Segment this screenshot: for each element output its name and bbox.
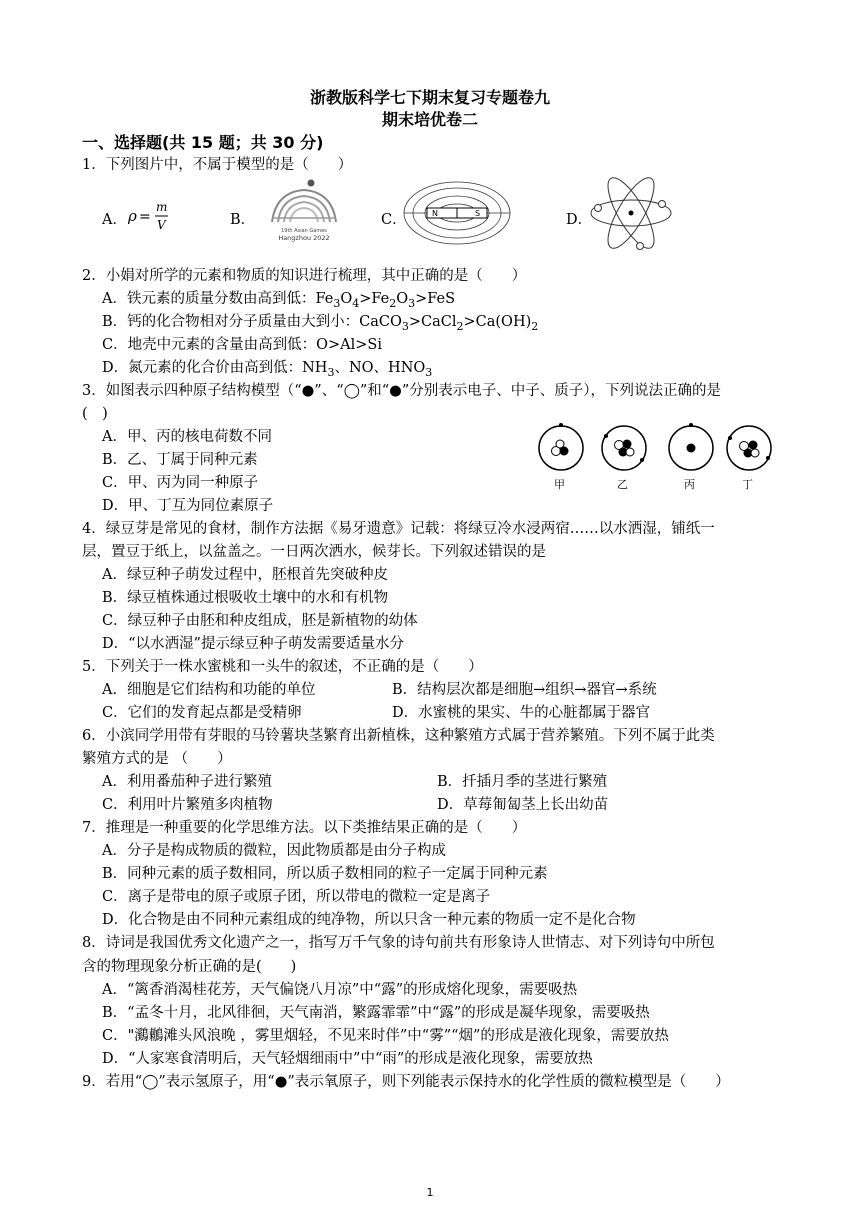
q8-stem: 8．诗词是我国优秀文化遗产之一，指写万千气象的诗句前共有形象诗人世情志、对下列诗句中所包 [82, 935, 715, 951]
atom-model-diagram [588, 174, 674, 252]
q8-option-b: B．“孟冬十月，北风徘徊，天气南消，繁露霏霏”中“露”的形成是凝华现象，需要吸热 [102, 1005, 650, 1021]
atom-label-bing: 丙 [684, 478, 695, 491]
q1-option-a [102, 208, 127, 229]
logo-text-1: 19th Asian Games [281, 228, 327, 234]
density-formula [126, 196, 178, 236]
q3-option-b: B．乙、丁属于同种元素 [102, 452, 258, 468]
atom-label-ding: 丁 [742, 478, 753, 491]
q6-stem: 6．小滨同学用带有芽眼的马铃薯块茎繁育出新植株，这种繁殖方式属于营养繁殖。下列不属于此类 [82, 728, 715, 744]
magnet-n-label: N [432, 209, 438, 218]
q8-option-c: C．"鸂鶒滩头风浪晚 ，雾里烟轻，不见来时伴”中“雾”“烟”的形成是液化现象，需要放热 [102, 1028, 669, 1044]
q3-option-c: C．甲、丙为同一种原子 [102, 475, 259, 491]
q7-option-d: D．化合物是由不同种元素组成的纯净物，所以只含一种元素的物质一定不是化合物 [102, 912, 636, 928]
q7-stem: 7．推理是一种重要的化学思维方法。以下类推结果正确的是（ ） [82, 820, 527, 836]
q4-option-d: D．“以水洒湿”提示绿豆种子萌发需要适量水分 [102, 636, 404, 652]
atom-label-jia: 甲 [554, 478, 565, 491]
q3-stem: 3．如图表示四种原子结构模型（“●”、“◯”和“●”分别表示电子、中子、质子），下列说法正确的是 [82, 383, 721, 399]
atom-label-yi: 乙 [617, 478, 628, 491]
svg-text:ρ: ρ [128, 207, 137, 225]
q1-option-d-label: D． [566, 212, 593, 228]
q6-option-a: A．利用番茄种子进行繁殖 [102, 774, 272, 790]
q6-stem-2: 繁殖方式的是 （ ） [82, 751, 232, 767]
section-heading: 一、选择题(共 15 题；共 30 分) [82, 133, 324, 152]
q3-option-d: D．甲、丁互为同位素原子 [102, 498, 274, 514]
q2-option-d: D．氮元素的化合价由高到低：$NH_3$、NO、$HNO_3$ [102, 360, 433, 379]
magnet-s-label: S [475, 209, 481, 218]
q9-stem: 9．若用“◯”表示氢原子，用“●”表示氧原子，则下列能表示保持水的化学性质的微粒模型是（ ） [82, 1074, 730, 1090]
q7-option-b: B．同种元素的质子数相同，所以质子数相同的粒子一定属于同种元素 [102, 866, 548, 882]
atom-ding [727, 426, 771, 470]
four-atom-models [534, 420, 774, 494]
q4-option-b: B．绿豆植株通过根吸收土壤中的水和有机物 [102, 590, 389, 606]
q6-option-c: C．利用叶片繁殖多肉植物 [102, 797, 273, 813]
q5-option-a: A．细胞是它们结构和功能的单位 [102, 682, 316, 698]
q2-option-b: B．钙的化合物相对分子质量由大到小：$CaCO_3>CaCl_2>Ca(OH)_2$ [102, 314, 539, 333]
q8-option-a: A．“篱香消渴桂花芳，天气偏饶八月凉”中“露”的形成熔化现象，需要吸热 [102, 982, 578, 998]
q2-stem: 2．小娟对所学的元素和物质的知识进行梳理，其中正确的是（ ） [82, 268, 527, 284]
q4-stem-2: 层，置豆于纸上，以盆盖之。一日两次洒水，候芽长。下列叙述错误的是 [82, 544, 546, 560]
logo-text-2: Hangzhou 2022 [278, 234, 330, 242]
q6-option-b: B．扦插月季的茎进行繁殖 [437, 774, 608, 790]
q1-option-b-label: B． [230, 212, 256, 228]
q4-stem: 4．绿豆芽是常见的食材，制作方法据《易牙遗意》记载：将绿豆冷水浸两宿……以水洒湿，铺纸一 [82, 521, 715, 537]
q5-option-c: C．它们的发育起点都是受精卵 [102, 705, 302, 721]
atom-bing [669, 423, 713, 470]
page-number: 1 [426, 1186, 434, 1199]
title-line-2: 期末培优卷二 [381, 110, 478, 129]
q8-option-d: D．“人家寒食清明后，天气轻烟细雨中”中“雨”的形成是液化现象，需要放热 [102, 1051, 593, 1067]
svg-text:V: V [157, 218, 166, 232]
atom-yi [602, 426, 646, 470]
q6-option-d: D．草莓匍匐茎上长出幼苗 [437, 797, 609, 813]
q7-option-a: A．分子是构成物质的微粒，因此物质都是由分子构成 [102, 843, 446, 859]
magnetic-field-diagram [402, 180, 512, 246]
q3-option-a: A．甲、丙的核电荷数不同 [102, 429, 272, 445]
asian-games-logo [266, 178, 342, 244]
q5-option-b: B．结构层次都是细胞→组织→器官→系统 [392, 682, 657, 698]
q1-option-a-label: A． [102, 212, 127, 228]
q1-option-c-label: C． [381, 212, 407, 228]
q2-option-c: C．地壳中元素的含量由高到低：O>Al>Si [102, 337, 382, 353]
q8-stem-2: 含的物理现象分析正确的是( ) [82, 959, 297, 975]
q4-option-a: A．绿豆种子萌发过程中，胚根首先突破种皮 [102, 567, 388, 583]
q1-stem: 1．下列图片中，不属于模型的是（ ） [82, 157, 353, 173]
q7-option-c: C．离子是带电的原子或原子团，所以带电的微粒一定是离子 [102, 889, 491, 905]
q5-stem: 5．下列关于一株水蜜桃和一头牛的叙述，不正确的是（ ） [82, 659, 483, 675]
title-line-1: 浙教版科学七下期末复习专题卷九 [309, 88, 550, 107]
atom-jia [539, 423, 583, 470]
q2-option-a: A．铁元素的质量分数由高到低：$Fe_3O_4>Fe_2O_3>FeS$ [102, 291, 456, 310]
svg-text:=: = [139, 209, 151, 225]
svg-text:m: m [156, 200, 168, 214]
q4-option-c: C．绿豆种子由胚和种皮组成，胚是新植物的幼体 [102, 613, 418, 629]
q3-stem-2: ( ) [82, 406, 108, 422]
q5-option-d: D．水蜜桃的果实、牛的心脏都属于器官 [392, 705, 651, 721]
